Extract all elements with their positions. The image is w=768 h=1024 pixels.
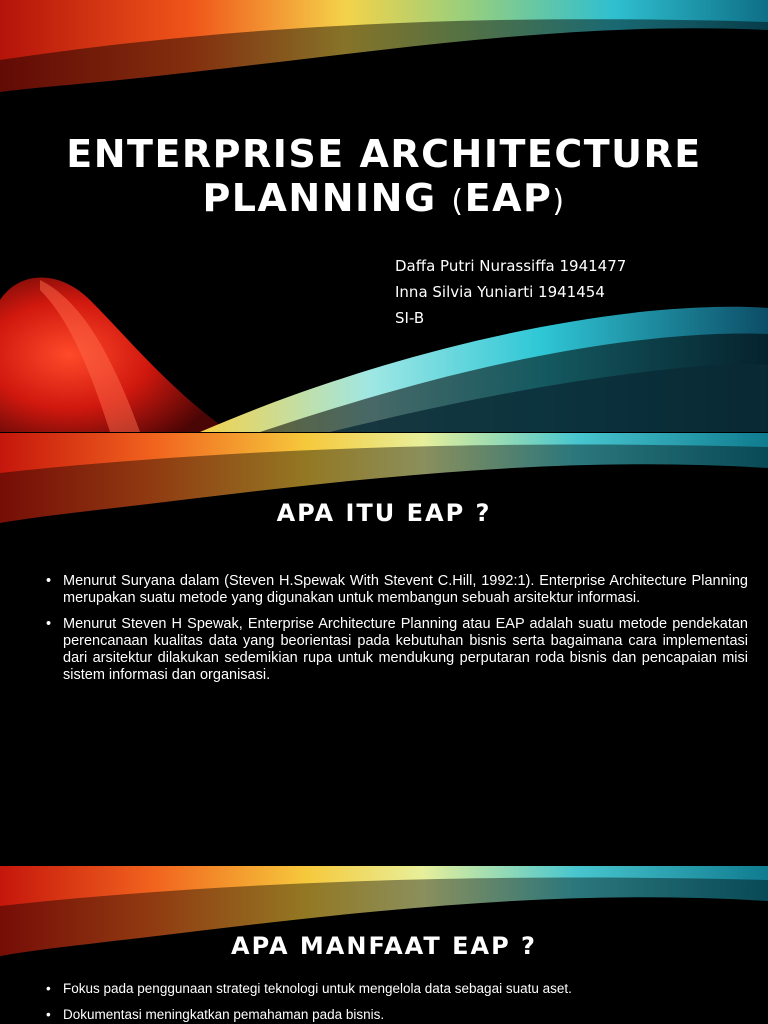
bullet-icon: • — [46, 616, 52, 632]
list-item-text: Dokumentasi meningkatkan pemahaman pada bisnis. — [63, 1007, 385, 1022]
title-line-1: ENTERPRISE ARCHITECTURE — [66, 132, 702, 176]
title-paren-open: ( — [451, 184, 465, 219]
title-planning: PLANNING — [202, 176, 452, 220]
definition-list — [46, 573, 748, 693]
list-item-text: Fokus pada penggunaan strategi teknologi untuk mengelola data sebagai suatu aset. — [63, 981, 572, 996]
list-item — [46, 616, 748, 684]
bullet-icon: • — [46, 981, 51, 996]
title-paren-close: ) — [552, 184, 566, 219]
list-item-text: Menurut Steven H Spewak, Enterprise Architecture Planning atau EAP adalah suatu metode pendekatan perencanaan kualitas data yang beorientasi pada kebutuhan bisnis serta bagaimana cara implementasi dari arsitektur dilakukan sedemikian rupa untuk mendukung perputaran roda bisnis dan pencapaian misi sistem informasi dan organisasi. — [63, 616, 748, 683]
slide-title: APA MANFAAT EAP ? — [231, 932, 537, 960]
bullet-icon: • — [46, 573, 52, 589]
authors-block — [395, 253, 626, 331]
slide-apa-itu-eap — [0, 433, 768, 865]
author-2: Inna Silvia Yuniarti 1941454 — [395, 283, 605, 301]
list-item — [46, 1006, 748, 1023]
title-eap: EAP — [464, 176, 553, 220]
class-label: SI-B — [395, 309, 425, 327]
title-slide — [0, 0, 768, 432]
list-item — [46, 573, 748, 607]
bullet-icon: • — [46, 1007, 51, 1022]
author-1: Daffa Putri Nurassiffa 1941477 — [395, 257, 627, 275]
slide-title: APA ITU EAP ? — [276, 499, 492, 527]
benefit-list — [46, 980, 748, 1024]
presentation-title — [0, 132, 768, 224]
title-line-2 — [0, 176, 768, 224]
slide-apa-manfaat-eap — [0, 866, 768, 1024]
list-item-text: Menurut Suryana dalam (Steven H.Spewak With Stevent C.Hill, 1992:1). Enterprise Architecture Planning merupakan suatu metode yang digunakan untuk membangun sebuah arsitektur informasi. — [63, 573, 748, 606]
list-item — [46, 980, 748, 997]
